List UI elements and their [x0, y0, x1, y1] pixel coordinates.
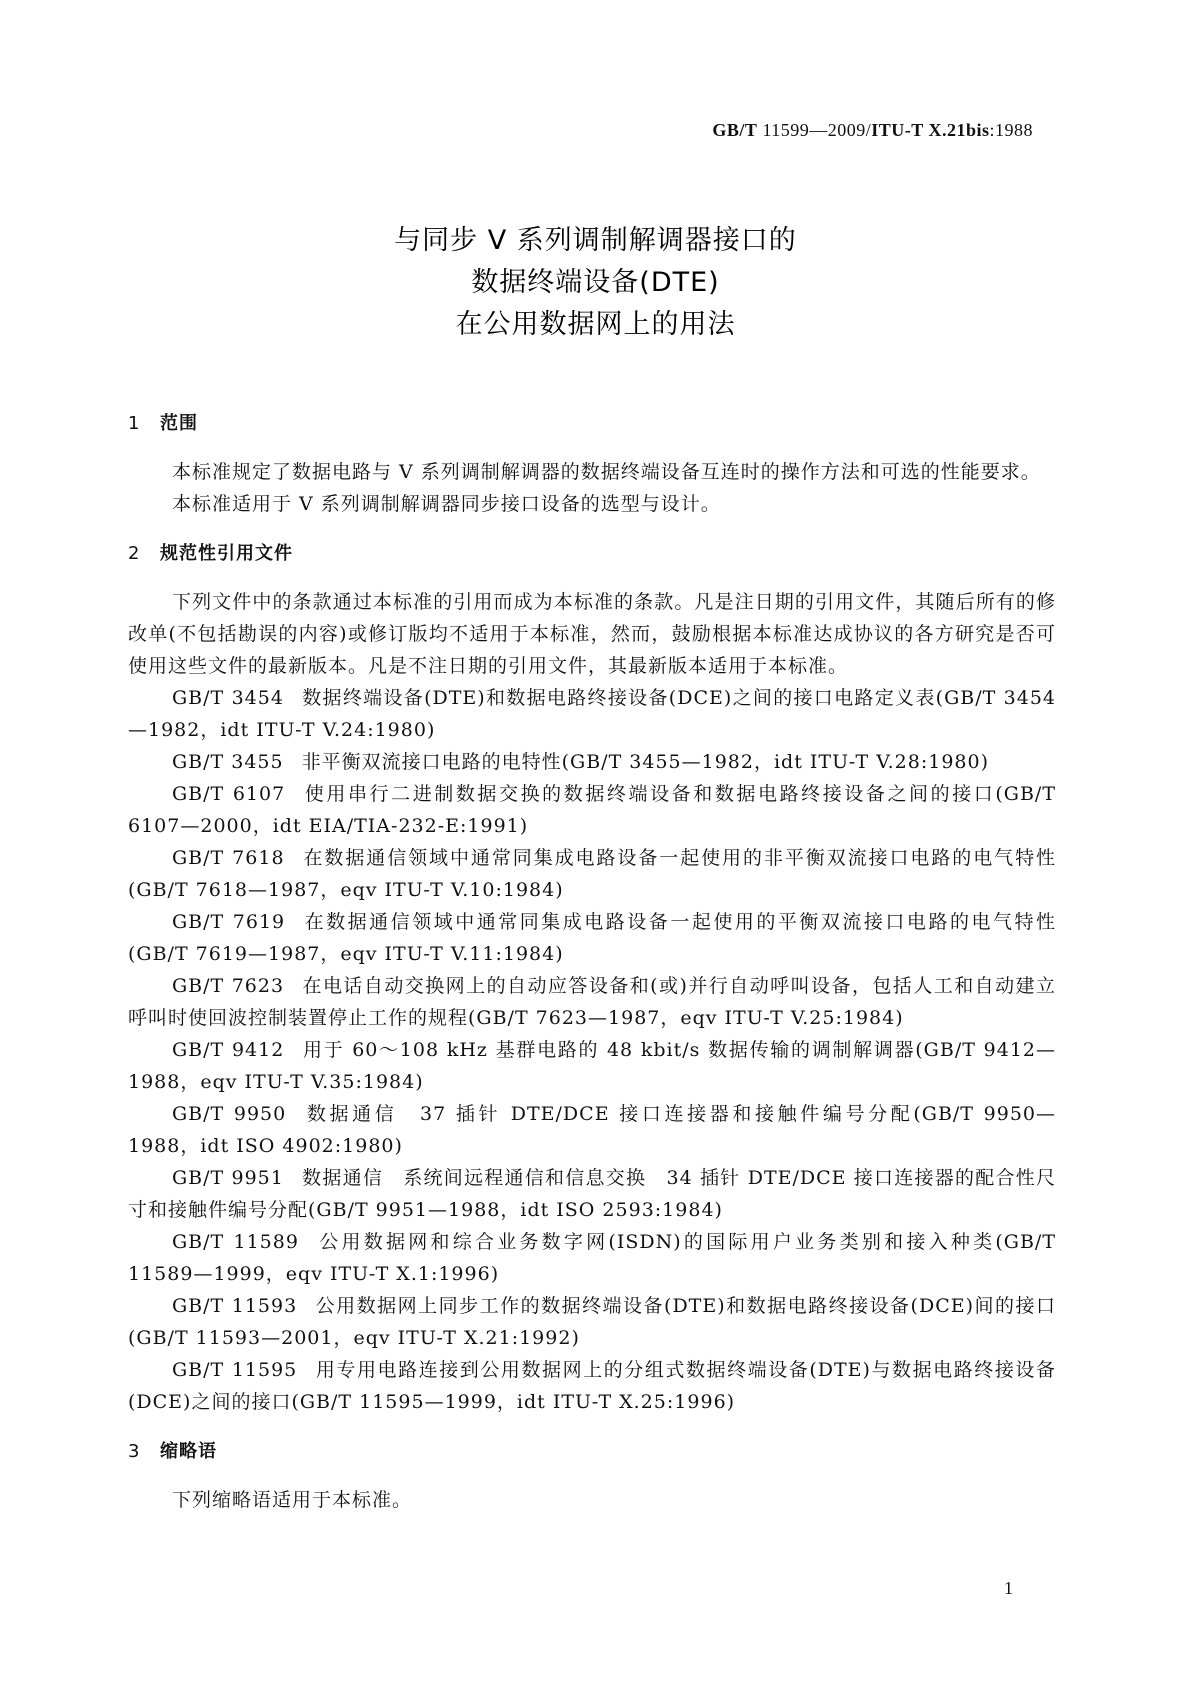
reference-item: GB/T 9412 用于 60～108 kHz 基群电路的 48 kbit/s 数据传输的调制解调器(GB/T 9412—1988，eqv ITU-T V.35:1984)	[128, 1039, 1057, 1093]
section-heading-normative-references: 2 规范性引用文件	[128, 543, 293, 564]
abbreviations-paragraph: 下列缩略语适用于本标准。	[172, 1489, 413, 1511]
reference-item: GB/T 6107 使用串行二进制数据交换的数据终端设备和数据电路终接设备之间的接口(GB/T 6107—2000，idt EIA/TIA-232-E:1991)	[128, 783, 1057, 837]
title-line-2: 数据终端设备(DTE)	[471, 267, 720, 298]
reference-item: GB/T 11589 公用数据网和综合业务数字网(ISDN)的国际用户业务类别和接入种类(GB/T 11589—1999，eqv ITU-T X.1:1996)	[128, 1231, 1056, 1285]
reference-item: GB/T 7619 在数据通信领域中通常同集成电路设备一起使用的平衡双流接口电路的电气特性(GB/T 7619—1987，eqv ITU-T V.11:1984)	[128, 911, 1056, 965]
reference-item: GB/T 11593 公用数据网上同步工作的数据终端设备(DTE)和数据电路终接设备(DCE)间的接口(GB/T 11593—2001，eqv ITU-T X.21:1992)	[128, 1295, 1056, 1349]
standard-header	[712, 120, 1033, 141]
reference-item: GB/T 9950 数据通信 37 插针 DTE/DCE 接口连接器和接触件编号分配(GB/T 9950—1988，idt ISO 4902:1980)	[128, 1103, 1056, 1157]
header-number: 11599—2009/	[762, 120, 872, 140]
section-heading-abbreviations: 3 缩略语	[128, 1441, 217, 1462]
reference-item: GB/T 3454 数据终端设备(DTE)和数据电路终接设备(DCE)之间的接口电路定义表(GB/T 3454—1982，idt ITU-T V.24:1980)	[128, 687, 1056, 741]
document-title	[0, 220, 1191, 346]
reference-item: GB/T 11595 用专用电路连接到公用数据网上的分组式数据终端设备(DTE)与数据电路终接设备(DCE)之间的接口(GB/T 11595—1999，idt ITU-T X.25:1996)	[128, 1359, 1056, 1413]
title-line-1: 与同步 V 系列调制解调器接口的	[394, 225, 797, 256]
reference-item: GB/T 3455 非平衡双流接口电路的电特性(GB/T 3455—1982，idt ITU-T V.28:1980)	[172, 751, 989, 773]
document-body	[128, 408, 1056, 1516]
scope-paragraph: 本标准规定了数据电路与 V 系列调制解调器的数据终端设备互连时的操作方法和可选的性能要求。	[172, 461, 1041, 483]
references-intro: 下列文件中的条款通过本标准的引用而成为本标准的条款。凡是注日期的引用文件，其随后所有的修改单(不包括勘误的内容)或修订版均不适用于本标准，然而，鼓励根据本标准达成协议的各方研究是否可使用这些文件的最新版本。凡是不注日期的引用文件，其最新版本适用于本标准。	[128, 591, 1056, 677]
scope-paragraph: 本标准适用于 V 系列调制解调器同步接口设备的选型与设计。	[172, 493, 721, 515]
reference-item: GB/T 9951 数据通信 系统间远程通信和信息交换 34 插针 DTE/DCE 接口连接器的配合性尺寸和接触件编号分配(GB/T 9951—1988，idt ISO 2593:1984)	[128, 1167, 1056, 1221]
header-year: :1988	[989, 120, 1033, 140]
page-number: 1	[1004, 1578, 1013, 1598]
section-heading-scope: 1 范围	[128, 413, 198, 434]
reference-item: GB/T 7623 在电话自动交换网上的自动应答设备和(或)并行自动呼叫设备，包括人工和自动建立呼叫时使回波控制装置停止工作的规程(GB/T 7623—1987，eqv ITU-T V.25:1984)	[128, 975, 1057, 1029]
header-itu: ITU-T X.21bis	[871, 120, 990, 140]
title-line-3: 在公用数据网上的用法	[455, 309, 736, 340]
header-std: GB/T	[712, 120, 758, 140]
reference-item: GB/T 7618 在数据通信领域中通常同集成电路设备一起使用的非平衡双流接口电路的电气特性(GB/T 7618—1987，eqv ITU-T V.10:1984)	[128, 847, 1056, 901]
